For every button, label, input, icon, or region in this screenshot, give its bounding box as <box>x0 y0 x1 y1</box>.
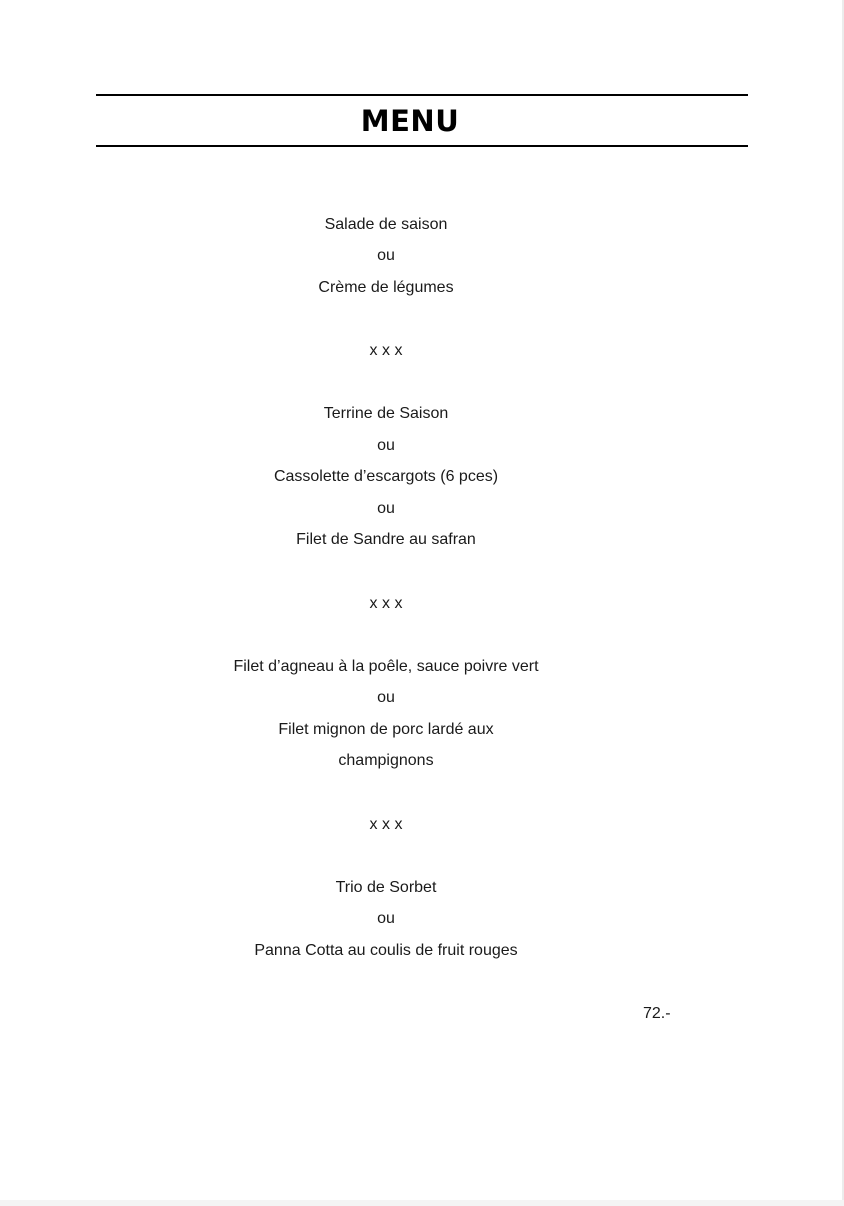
entree-option-1: Terrine de Saison <box>323 405 449 422</box>
main-option-2-line-2: champignons <box>338 752 434 769</box>
course-separator: x x x <box>369 816 403 833</box>
or-separator: ou <box>377 500 395 517</box>
main-option-1: Filet d’agneau à la poêle, sauce poivre vert <box>233 658 539 675</box>
title-top-rule <box>96 94 748 96</box>
or-separator: ou <box>377 910 395 927</box>
menu-price: 72.- <box>643 1005 671 1022</box>
or-separator: ou <box>377 437 395 454</box>
main-option-2-line-1: Filet mignon de porc lardé aux <box>278 721 494 738</box>
starter-option-2: Crème de légumes <box>318 279 454 296</box>
course-separator: x x x <box>369 595 403 612</box>
dessert-option-2: Panna Cotta au coulis de fruit rouges <box>254 942 518 959</box>
or-separator: ou <box>377 247 395 264</box>
entree-option-2: Cassolette d’escargots (6 pces) <box>273 468 499 485</box>
course-separator: x x x <box>369 342 403 359</box>
starter-option-1: Salade de saison <box>324 216 448 233</box>
page-bottom-shadow <box>0 1200 844 1206</box>
title-bottom-rule <box>96 145 748 147</box>
dessert-option-1: Trio de Sorbet <box>335 879 437 896</box>
entree-option-3: Filet de Sandre au safran <box>296 531 476 548</box>
or-separator: ou <box>377 689 395 706</box>
page-title: MENU <box>360 104 460 138</box>
